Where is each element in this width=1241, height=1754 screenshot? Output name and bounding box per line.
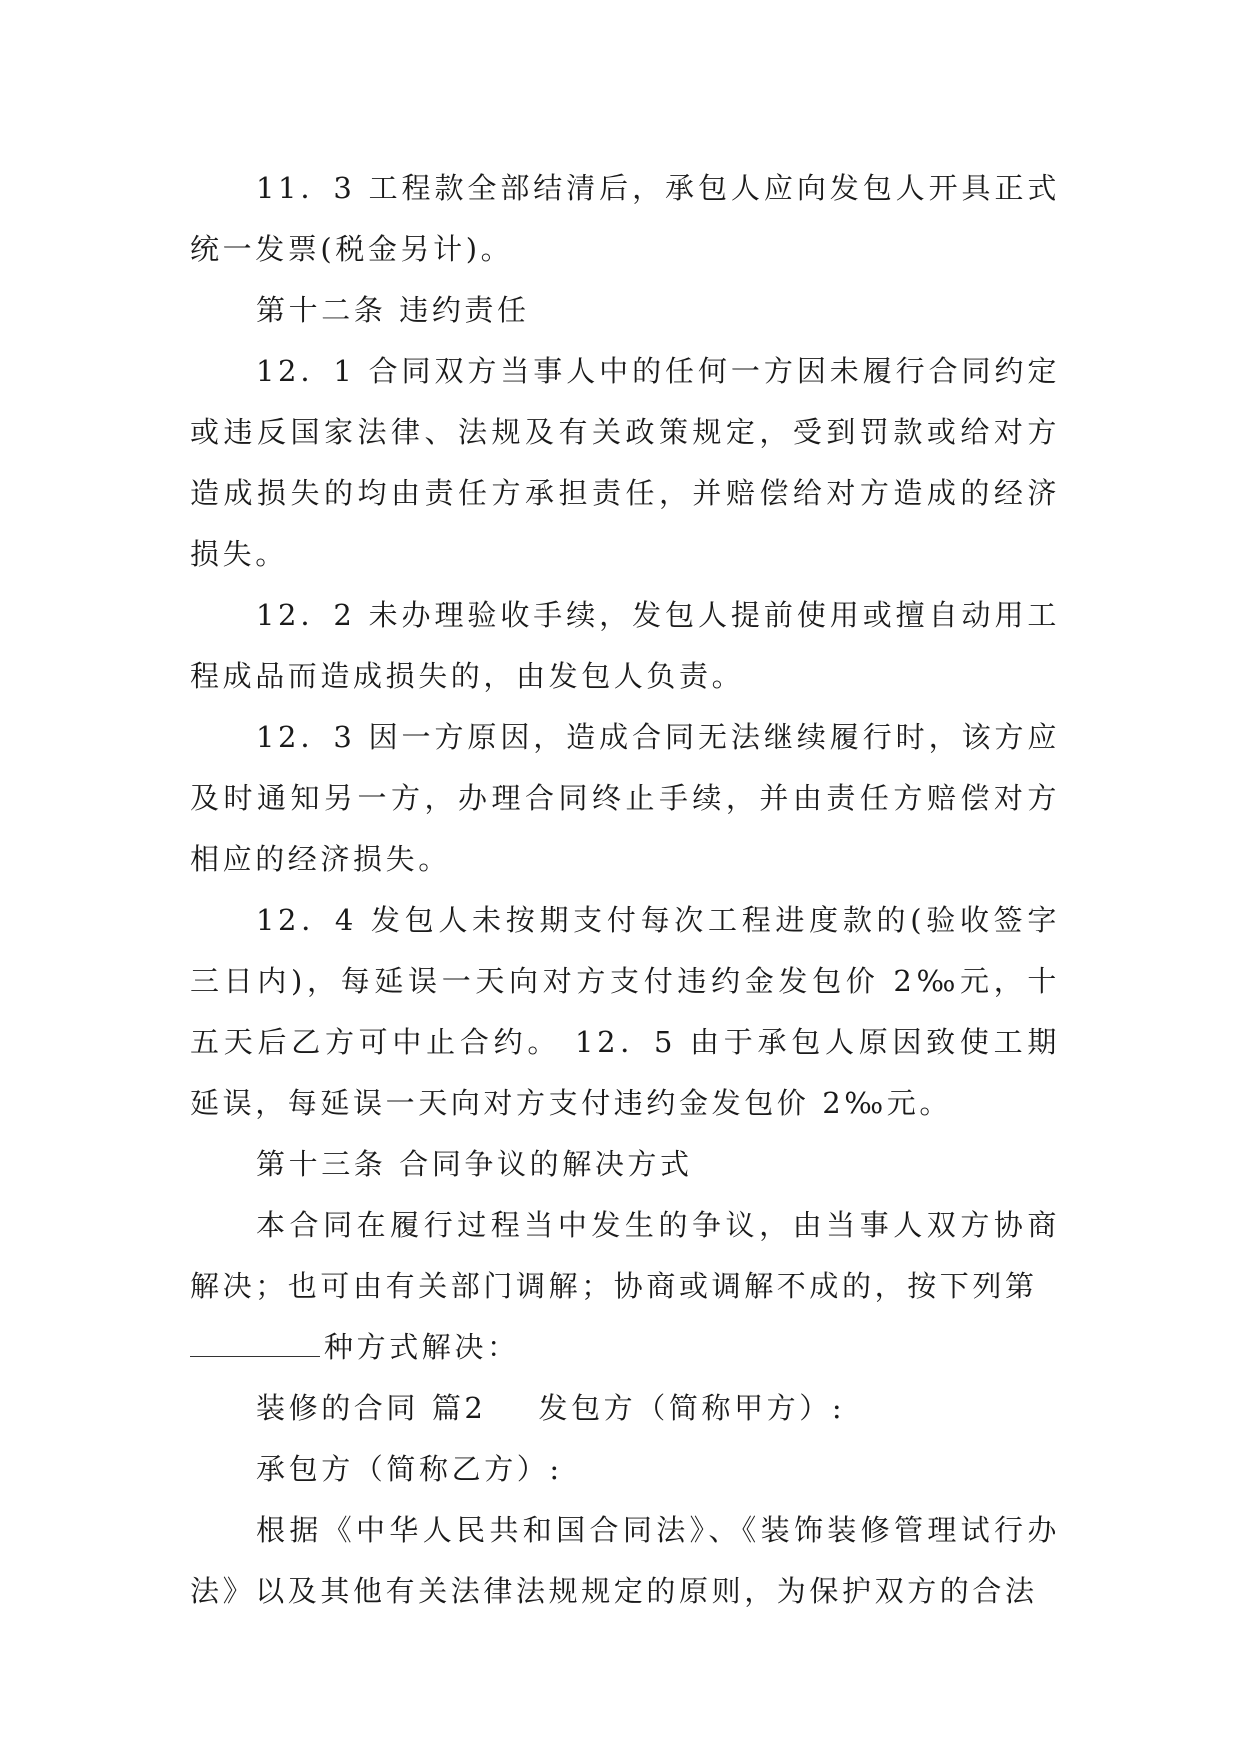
party-a-label: 发包方（简称甲方）: xyxy=(538,1391,846,1425)
paragraph-12-4-12-5: 12．4 发包人未按期支付每次工程进度款的(验收签字三日内)，每延误一天向对方支付违约金发包价 2‰元，十五天后乙方可中止合约。 12．5 由于承包人原因致使工期延误，每延误一天向对方支付违约金发包价 2‰元。 xyxy=(190,903,1060,1120)
contract-title: 装修的合同 篇2 xyxy=(256,1391,487,1425)
document-body xyxy=(190,158,1060,1622)
paragraph-12-3: 12．3 因一方原因，造成合同无法继续履行时，该方应及时通知另一方，办理合同终止手续，并由责任方赔偿对方相应的经济损失。 xyxy=(190,720,1060,876)
paragraph-dispute-resolution: 本合同在履行过程当中发生的争议，由当事人双方协商解决；也可由有关部门调解；协商或调解不成的，按下列第 xyxy=(190,1208,1060,1303)
paragraph-12-2: 12．2 未办理验收手续，发包人提前使用或擅自动用工程成品而造成损失的，由发包人负责。 xyxy=(190,598,1060,693)
paragraph-12-1: 12．1 合同双方当事人中的任何一方因未履行合同约定或违反国家法律、法规及有关政策规定，受到罚款或给对方造成损失的均由责任方承担责任，并赔偿给对方造成的经济损失。 xyxy=(190,354,1060,571)
blank-line xyxy=(190,1317,1060,1378)
heading-article-13: 第十三条 合同争议的解决方式 xyxy=(256,1147,693,1181)
heading-article-12: 第十二条 违约责任 xyxy=(256,293,530,327)
contract-title-line xyxy=(190,1378,1060,1439)
fill-in-blank[interactable] xyxy=(190,1330,320,1357)
blank-line-suffix: 种方式解决： xyxy=(324,1330,520,1364)
paragraph-legal-basis: 根据《中华人民共和国合同法》、《装饰装修管理试行办法》以及其他有关法律法规规定的原则，为保护双方的合法 xyxy=(190,1513,1060,1608)
paragraph-11-3: 11．3 工程款全部结清后，承包人应向发包人开具正式统一发票(税金另计)。 xyxy=(190,171,1060,266)
party-b-label: 承包方（简称乙方）: xyxy=(256,1452,563,1486)
